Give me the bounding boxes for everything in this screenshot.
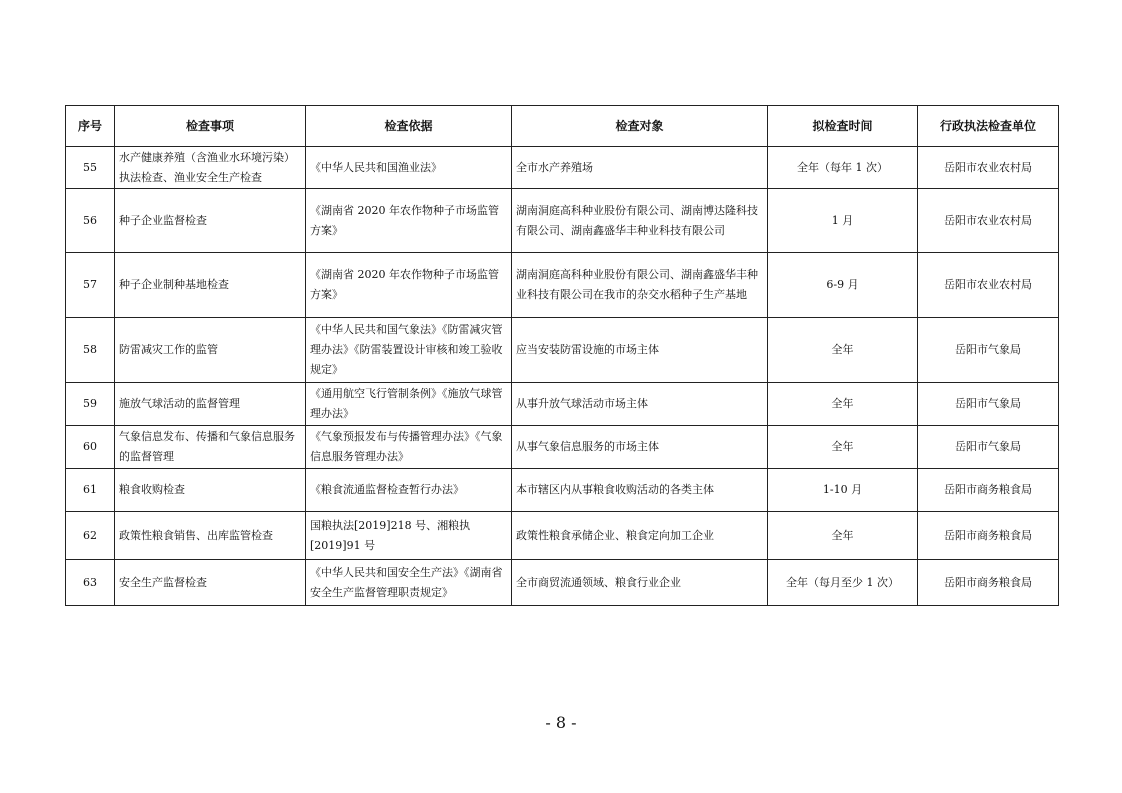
- header-target: 检查对象: [512, 106, 768, 147]
- table-row: [66, 189, 1059, 253]
- cell-target: 全市水产养殖场: [512, 147, 768, 189]
- cell-time: 全年（每年 1 次）: [768, 147, 918, 189]
- cell-item: 防雷减灾工作的监管: [115, 318, 306, 383]
- table-row: [66, 253, 1059, 318]
- cell-basis: 《通用航空飞行管制条例》《施放气球管理办法》: [306, 383, 512, 426]
- cell-no: 55: [66, 147, 115, 189]
- cell-item: 安全生产监督检查: [115, 560, 306, 606]
- cell-item: 政策性粮食销售、出库监管检查: [115, 512, 306, 560]
- cell-no: 61: [66, 469, 115, 512]
- cell-basis: 《气象预报发布与传播管理办法》《气象信息服务管理办法》: [306, 426, 512, 469]
- cell-basis: 《湖南省 2020 年农作物种子市场监管方案》: [306, 189, 512, 253]
- cell-target: 湖南洞庭高科种业股份有限公司、湖南鑫盛华丰种业科技有限公司在我市的杂交水稻种子生产基地: [512, 253, 768, 318]
- cell-basis: 《中华人民共和国安全生产法》《湖南省安全生产监督管理职责规定》: [306, 560, 512, 606]
- cell-basis: 《中华人民共和国气象法》《防雷减灾管理办法》《防雷装置设计审核和竣工验收规定》: [306, 318, 512, 383]
- cell-unit: 岳阳市商务粮食局: [918, 469, 1059, 512]
- cell-time: 6-9 月: [768, 253, 918, 318]
- cell-basis: 《粮食流通监督检查暂行办法》: [306, 469, 512, 512]
- cell-target: 全市商贸流通领域、粮食行业企业: [512, 560, 768, 606]
- cell-target: 从事气象信息服务的市场主体: [512, 426, 768, 469]
- table-row: [66, 383, 1059, 426]
- cell-basis: 《中华人民共和国渔业法》: [306, 147, 512, 189]
- cell-time: 1-10 月: [768, 469, 918, 512]
- cell-no: 57: [66, 253, 115, 318]
- cell-item: 水产健康养殖（含渔业水环境污染）执法检查、渔业安全生产检查: [115, 147, 306, 189]
- cell-unit: 岳阳市商务粮食局: [918, 512, 1059, 560]
- inspection-table: [65, 105, 1059, 606]
- cell-unit: 岳阳市气象局: [918, 426, 1059, 469]
- header-no: 序号: [66, 106, 115, 147]
- cell-item: 气象信息发布、传播和气象信息服务的监督管理: [115, 426, 306, 469]
- cell-item: 种子企业制种基地检查: [115, 253, 306, 318]
- cell-time: 全年: [768, 426, 918, 469]
- cell-no: 62: [66, 512, 115, 560]
- cell-unit: 岳阳市气象局: [918, 383, 1059, 426]
- cell-no: 60: [66, 426, 115, 469]
- cell-target: 本市辖区内从事粮食收购活动的各类主体: [512, 469, 768, 512]
- cell-time: 全年: [768, 383, 918, 426]
- table-row: [66, 318, 1059, 383]
- table-row: [66, 469, 1059, 512]
- cell-target: 应当安装防雷设施的市场主体: [512, 318, 768, 383]
- cell-unit: 岳阳市气象局: [918, 318, 1059, 383]
- page-number: - 8 -: [545, 713, 577, 732]
- cell-target: 政策性粮食承储企业、粮食定向加工企业: [512, 512, 768, 560]
- cell-time: 全年: [768, 512, 918, 560]
- cell-no: 58: [66, 318, 115, 383]
- cell-item: 施放气球活动的监督管理: [115, 383, 306, 426]
- header-basis: 检查依据: [306, 106, 512, 147]
- header-unit: 行政执法检查单位: [918, 106, 1059, 147]
- cell-no: 63: [66, 560, 115, 606]
- table-row: [66, 426, 1059, 469]
- cell-unit: 岳阳市农业农村局: [918, 147, 1059, 189]
- cell-item: 粮食收购检查: [115, 469, 306, 512]
- header-time: 拟检查时间: [768, 106, 918, 147]
- cell-basis: 国粮执法[2019]218 号、湘粮执[2019]91 号: [306, 512, 512, 560]
- cell-unit: 岳阳市农业农村局: [918, 189, 1059, 253]
- table-row: [66, 560, 1059, 606]
- cell-target: 湖南洞庭高科种业股份有限公司、湖南博达隆科技有限公司、湖南鑫盛华丰种业科技有限公司: [512, 189, 768, 253]
- cell-time: 全年: [768, 318, 918, 383]
- table-row: [66, 512, 1059, 560]
- cell-target: 从事升放气球活动市场主体: [512, 383, 768, 426]
- cell-time: 1 月: [768, 189, 918, 253]
- cell-no: 56: [66, 189, 115, 253]
- header-item: 检查事项: [115, 106, 306, 147]
- cell-basis: 《湖南省 2020 年农作物种子市场监管方案》: [306, 253, 512, 318]
- cell-unit: 岳阳市农业农村局: [918, 253, 1059, 318]
- table-header-row: [66, 106, 1059, 147]
- cell-time: 全年（每月至少 1 次）: [768, 560, 918, 606]
- cell-no: 59: [66, 383, 115, 426]
- cell-item: 种子企业监督检查: [115, 189, 306, 253]
- table-row: [66, 147, 1059, 189]
- cell-unit: 岳阳市商务粮食局: [918, 560, 1059, 606]
